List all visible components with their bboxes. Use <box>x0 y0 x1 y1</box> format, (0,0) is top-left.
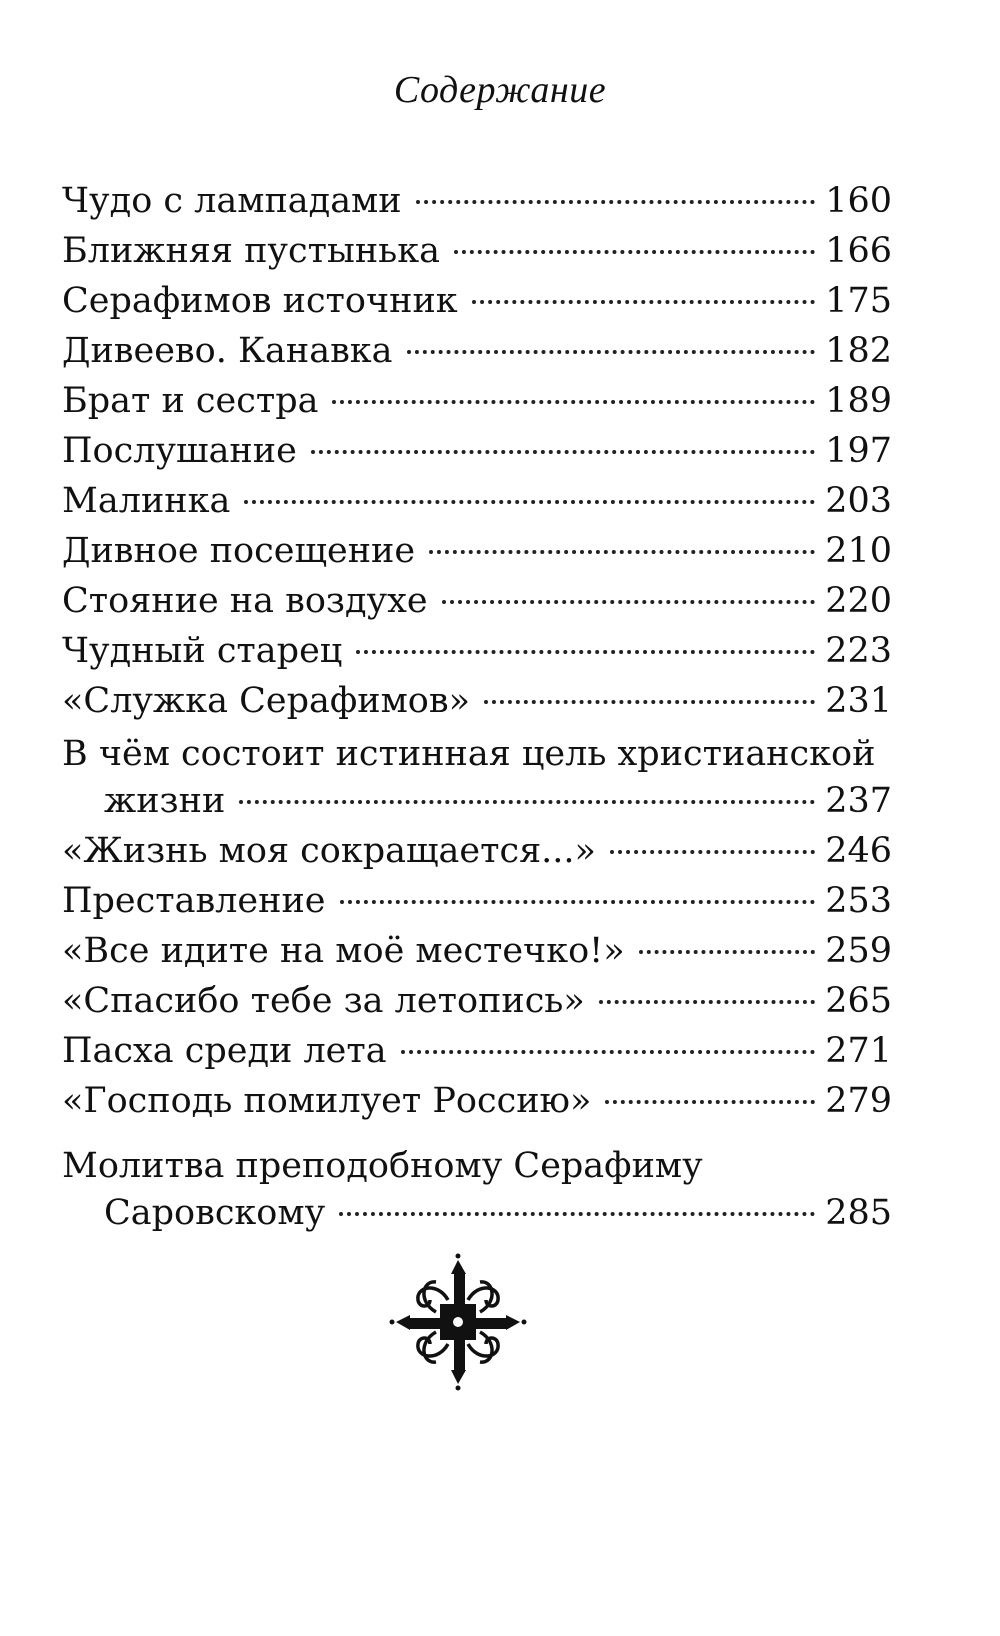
toc-entry-page: 237 <box>825 781 892 821</box>
toc-entry-multiline[interactable] <box>62 732 892 826</box>
toc-entry[interactable] <box>62 476 892 526</box>
toc-entry-title: Ближняя пустынька <box>62 231 440 271</box>
toc-entry-page: 175 <box>825 281 892 321</box>
dot-leader <box>239 800 815 804</box>
toc-entry-page: 259 <box>825 931 892 971</box>
toc-entry[interactable] <box>62 1076 892 1126</box>
dot-leader <box>605 1100 815 1104</box>
toc-entry-page: 231 <box>825 681 892 721</box>
toc-entry-page: 166 <box>825 231 892 271</box>
toc-group-a <box>62 176 892 726</box>
toc-entry-title-line2: жизни <box>104 781 226 821</box>
toc-entry-page: 253 <box>825 881 892 921</box>
table-of-contents <box>62 176 892 1238</box>
toc-entry-title: «Служка Серафимов» <box>62 681 470 721</box>
toc-entry-title: Брат и сестра <box>62 381 319 421</box>
toc-group-b <box>62 826 892 1126</box>
dot-leader <box>610 850 815 854</box>
toc-entry[interactable] <box>62 326 892 376</box>
toc-entry-page: 265 <box>825 981 892 1021</box>
toc-entry-title: Послушание <box>62 431 297 471</box>
dot-leader <box>311 450 815 454</box>
page-title: Содержание <box>393 69 607 111</box>
toc-entry[interactable] <box>62 226 892 276</box>
toc-entry-page: 279 <box>825 1081 892 1121</box>
toc-entry-page: 182 <box>825 331 892 371</box>
dot-leader <box>599 1000 815 1004</box>
dot-leader <box>454 250 815 254</box>
dot-leader <box>244 500 815 504</box>
toc-entry-page: 197 <box>825 431 892 471</box>
toc-entry-continuation <box>62 776 892 826</box>
toc-entry-title-line2: Саровскому <box>104 1193 326 1233</box>
dot-leader <box>442 600 816 604</box>
toc-entry[interactable] <box>62 576 892 626</box>
toc-entry[interactable] <box>62 426 892 476</box>
toc-entry-title: «Господь помилует Россию» <box>62 1081 592 1121</box>
toc-entry-title: Преставление <box>62 881 326 921</box>
toc-entry[interactable] <box>62 676 892 726</box>
toc-entry[interactable] <box>62 826 892 876</box>
toc-entry-page: 223 <box>825 631 892 671</box>
toc-entry-title-line1: В чём состоит истинная цель христианской <box>62 734 876 774</box>
toc-entry-page: 210 <box>825 531 892 571</box>
toc-entry[interactable] <box>62 626 892 676</box>
toc-entry-title: «Жизнь моя сокращается...» <box>62 831 596 871</box>
dot-leader <box>416 200 816 204</box>
spacer <box>62 1126 892 1144</box>
toc-entry-title: Малинка <box>62 481 231 521</box>
toc-entry[interactable] <box>62 876 892 926</box>
toc-entry-page: 203 <box>825 481 892 521</box>
toc-entry[interactable] <box>62 376 892 426</box>
toc-entry-title: Чудо с лампадами <box>62 181 402 221</box>
toc-entry-continuation <box>62 1188 892 1238</box>
toc-entry-page: 285 <box>825 1193 892 1233</box>
dot-leader <box>639 950 816 954</box>
toc-entry-page: 220 <box>825 581 892 621</box>
dot-leader <box>407 350 816 354</box>
toc-entry[interactable] <box>62 926 892 976</box>
dot-leader <box>429 550 815 554</box>
dot-leader <box>340 900 816 904</box>
toc-entry-title-line1: Молитва преподобному Серафиму <box>62 1146 703 1186</box>
toc-entry-title: «Спасибо тебе за летопись» <box>62 981 585 1021</box>
toc-entry-title: «Все идите на моё местечко!» <box>62 931 625 971</box>
toc-entry-multiline[interactable] <box>62 1144 892 1238</box>
toc-entry-title: Дивное посещение <box>62 531 416 571</box>
toc-entry[interactable] <box>62 176 892 226</box>
toc-entry[interactable] <box>62 526 892 576</box>
dot-leader <box>332 400 815 404</box>
toc-entry-title: Дивеево. Канавка <box>62 331 393 371</box>
dot-leader <box>401 1050 816 1054</box>
toc-entry-title: Стояние на воздухе <box>62 581 428 621</box>
toc-entry-page: 246 <box>825 831 892 871</box>
toc-entry-page: 271 <box>825 1031 892 1071</box>
toc-entry-title: Пасха среди лета <box>62 1031 387 1071</box>
toc-entry-title: Чудный старец <box>62 631 343 671</box>
toc-entry-title: Серафимов источник <box>62 281 458 321</box>
toc-entry[interactable] <box>62 976 892 1026</box>
dot-leader <box>484 700 815 704</box>
dot-leader <box>356 650 815 654</box>
toc-entry[interactable] <box>62 276 892 326</box>
dot-leader <box>472 300 816 304</box>
toc-entry-page: 189 <box>825 381 892 421</box>
cross-ornament-icon <box>388 1252 528 1392</box>
toc-entry-page: 160 <box>825 181 892 221</box>
dot-leader <box>339 1212 815 1216</box>
toc-entry[interactable] <box>62 1026 892 1076</box>
